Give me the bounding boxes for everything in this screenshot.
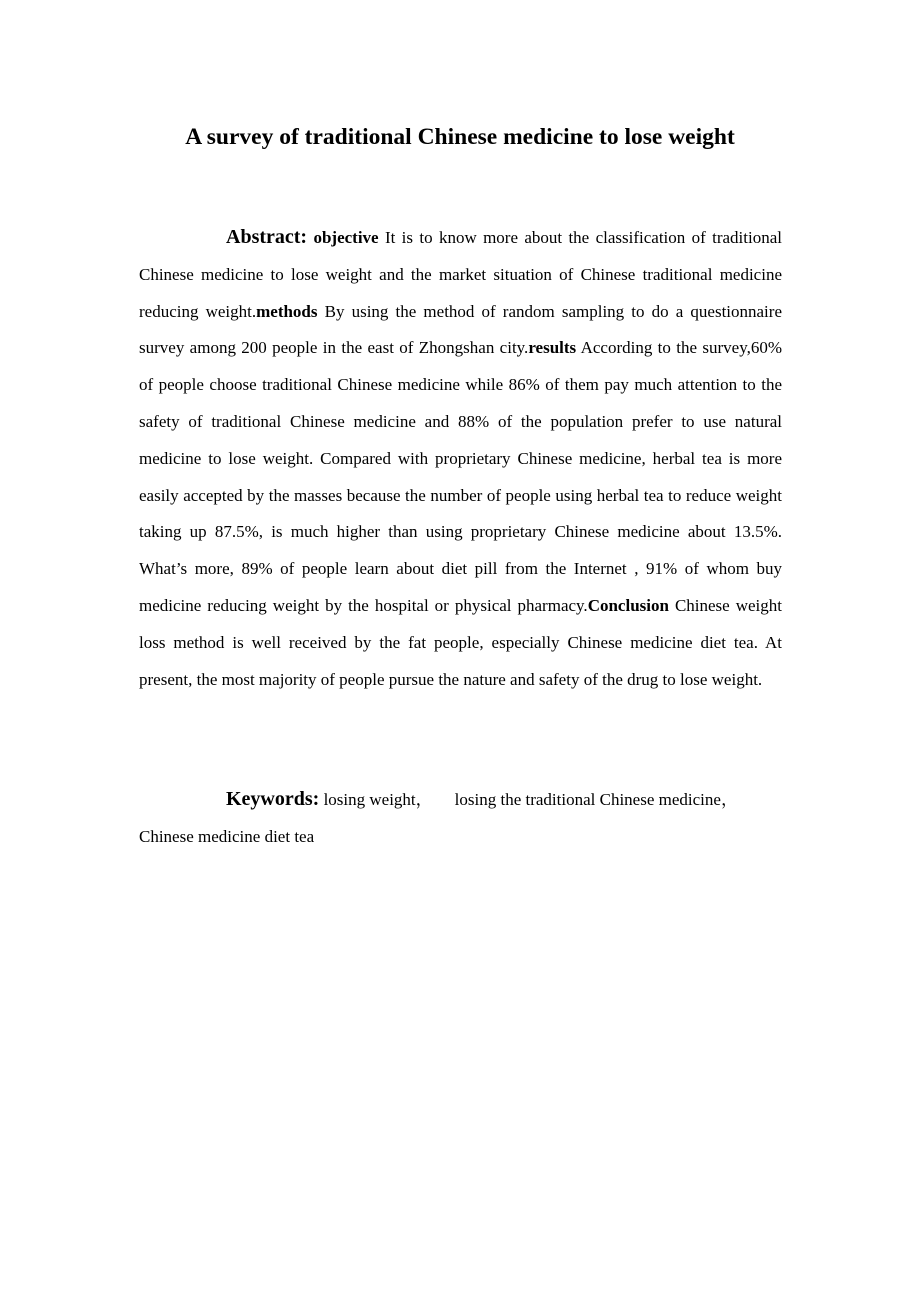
keywords-label: Keywords:: [226, 788, 320, 810]
conclusion-text: Chinese weight loss method is well received by the fat people, especially Chinese medicine diet tea. At present, the most majority of people pursue the nature and safety of the drug to lose weight.: [139, 595, 782, 689]
methods-tag: methods: [256, 301, 318, 321]
objective-text: It is to know more about the classification of traditional Chinese medicine to lose weight and the market situation of Chinese traditional medicine reducing weight.: [139, 228, 782, 321]
methods-text: By using the method of random sampling to do a questionnaire survey among 200 people in the east of Zhongshan city.: [139, 301, 782, 358]
conclusion-tag: Conclusion: [587, 595, 669, 615]
abstract-paragraph: [139, 219, 782, 698]
abstract-label: Abstract:: [226, 226, 308, 248]
keywords-paragraph: [139, 781, 782, 856]
objective-tag: objective: [313, 228, 379, 247]
results-tag: results: [528, 338, 577, 358]
document-title: A survey of traditional Chinese medicine to lose weight: [185, 124, 735, 150]
keyword-item: losing weight，: [323, 790, 433, 809]
keyword-item: Chinese medicine diet tea: [139, 826, 315, 846]
results-text: According to the survey,60% of people choose traditional Chinese medicine while 86% of them pay much attention to the safety of traditional Chinese medicine and 88% of the population prefer to use natural medicine to lose weight. Compared with proprietary Chinese medicine, herbal tea is more easily accepted by the masses because the number of people using herbal tea to reduce weight taking up 87.5%, is much higher than using proprietary Chinese medicine about 13.5%. What’s more, 89% of people learn about diet pill from the Internet , 91% of whom buy medicine reducing weight by the hospital or physical pharmacy.: [139, 338, 783, 615]
keyword-item: losing the traditional Chinese medicine，: [454, 790, 738, 809]
